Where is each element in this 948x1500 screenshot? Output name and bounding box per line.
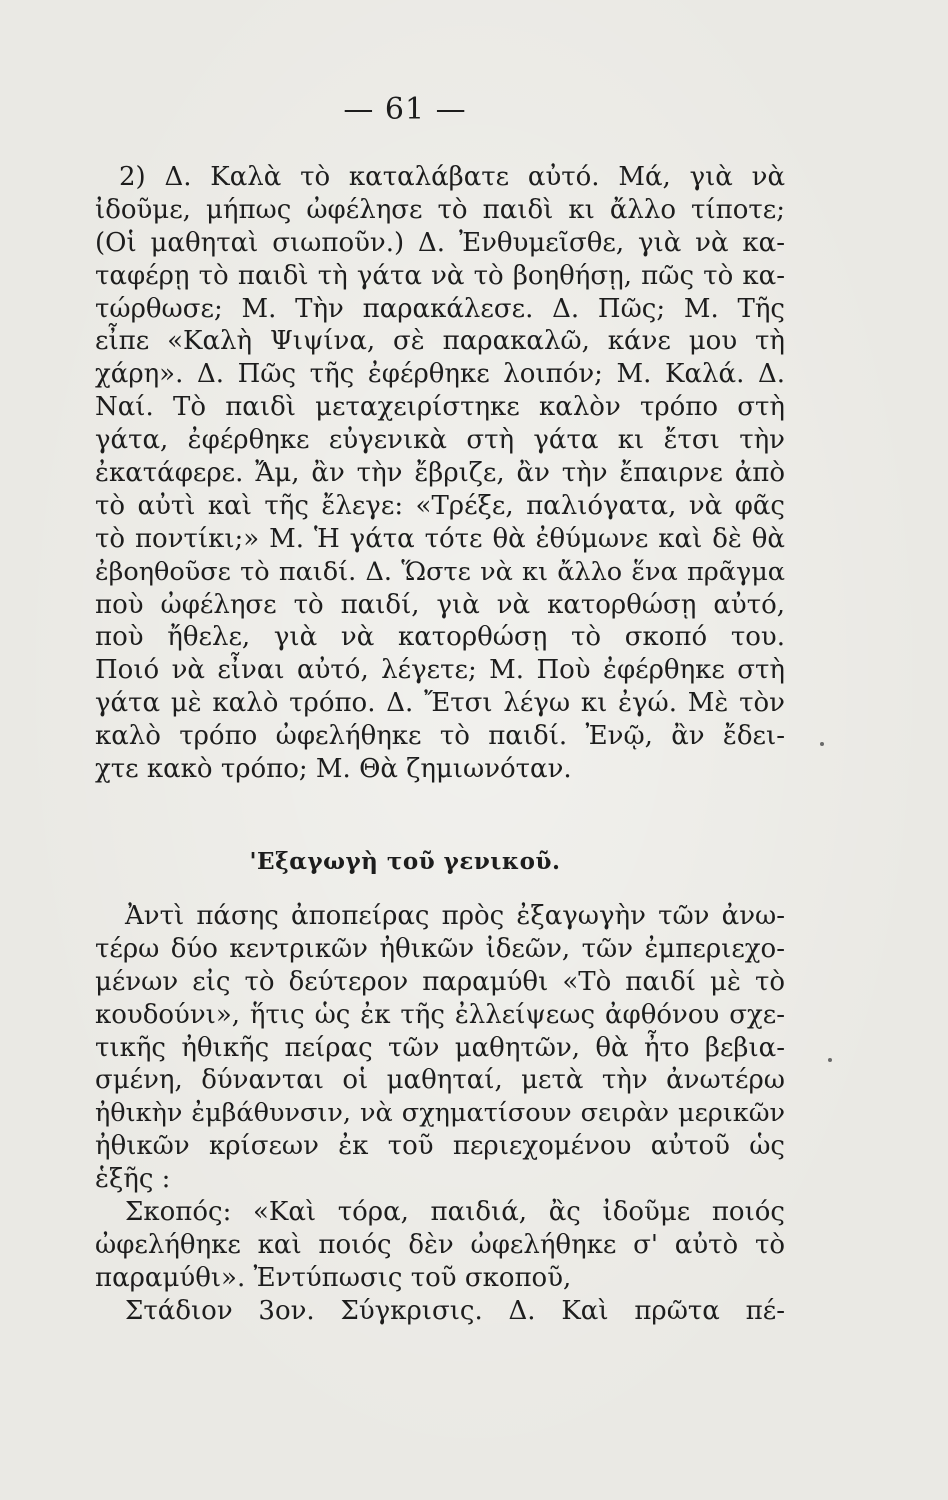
section-heading: 'Εξαγωγὴ τοῦ γενικοῦ.	[249, 848, 561, 875]
text-line: Ποιό νὰ εἶναι αὐτό, λέγετε; Μ. Ποὺ ἐφέρθηκε στὴ	[95, 655, 785, 686]
body-paragraph	[95, 900, 785, 1328]
text-line: (Οἱ μαθηταὶ σιωποῦν.) Δ. Ἐνθυμεῖσθε, γιὰ νὰ κα-	[95, 227, 785, 258]
text-line: καλὸ τρόπο ὠφελήθηκε τὸ παιδί. Ἐνῷ, ἂν ἔδει-	[95, 721, 785, 752]
text-line: ἐβοηθοῦσε τὸ παιδί. Δ. Ὥστε νὰ κι ἄλλο ἕνα πρᾶγμα	[95, 556, 785, 587]
text-line: ποὺ ἤθελε, γιὰ νὰ κατορθώσῃ τὸ σκοπό του.	[95, 622, 785, 653]
text-line: ποὺ ὠφέλησε τὸ παιδί, γιὰ νὰ κατορθώσῃ αὐτό,	[95, 589, 785, 620]
text-line: ἰδοῦμε, μήπως ὠφέλησε τὸ παιδὶ κι ἄλλο τίποτε;	[95, 194, 785, 225]
text-line: εἶπε «Καλὴ Ψιψίνα, σὲ παρακαλῶ, κάνε μου τὴ	[95, 326, 785, 357]
text-line: σμένη, δύνανται οἱ μαθηταί, μετὰ τὴν ἀνωτέρω	[95, 1065, 785, 1096]
text-line: τὸ ποντίκι;» Μ. Ἡ γάτα τότε θὰ ἐθύμωνε καὶ δὲ θὰ	[95, 523, 785, 554]
dialogue-paragraph	[95, 161, 785, 786]
text-line: κουδούνι», ἥτις ὡς ἐκ τῆς ἐλλείψεως ἀφθόνου σχε-	[95, 999, 785, 1030]
paper-speck	[828, 1058, 832, 1062]
text-line: ἐκατάφερε. Ἄμ, ἂν τὴν ἔβριζε, ἂν τὴν ἔπαιρνε ἀπὸ	[95, 458, 785, 489]
text-line: παραμύθι». Ἐντύπωσις τοῦ σκοποῦ,	[95, 1262, 572, 1293]
text-line: τέρω δύο κεντρικῶν ἠθικῶν ἰδεῶν, τῶν ἐμπεριεχο-	[95, 933, 785, 964]
text-line: Ἀντὶ πάσης ἀποπείρας πρὸς ἐξαγωγὴν τῶν ἀνω-	[125, 901, 785, 931]
text-line: Σκοπός: «Καὶ τόρα, παιδιά, ἂς ἰδοῦμε ποιός	[125, 1197, 785, 1228]
text-line: ἠθικῶν κρίσεων ἐκ τοῦ περιεχομένου αὐτοῦ ὡς	[95, 1131, 785, 1162]
text-line: Στάδιον 3ον. Σύγκρισις. Δ. Καὶ πρῶτα πέ-	[125, 1295, 785, 1326]
page-number: — 61 —	[343, 92, 467, 127]
text-line: 2) Δ. Καλὰ τὸ καταλάβατε αὐτό. Μά, γιὰ νὰ	[119, 162, 785, 192]
text-line: μένων εἰς τὸ δεύτερον παραμύθι «Τὸ παιδί μὲ τὸ	[95, 966, 785, 997]
text-line: ταφέρῃ τὸ παιδὶ τὴ γάτα νὰ τὸ βοηθήσῃ, πῶς τὸ κα-	[95, 260, 785, 291]
text-line: γάτα μὲ καλὸ τρόπο. Δ. Ἔτσι λέγω κι ἐγώ. Μὲ τὸν	[95, 688, 785, 719]
text-line: Ναί. Τὸ παιδὶ μεταχειρίστηκε καλὸν τρόπο στὴ	[95, 392, 785, 423]
text-line: χάρη». Δ. Πῶς τῆς ἐφέρθηκε λοιπόν; Μ. Καλά. Δ.	[95, 359, 785, 390]
text-line: τώρθωσε; Μ. Τὴν παρακάλεσε. Δ. Πῶς; Μ. Τῆς	[95, 293, 785, 324]
text-line: ἑξῆς :	[95, 1164, 171, 1195]
text-line: χτε κακὸ τρόπο; Μ. Θὰ ζημιωνόταν.	[95, 754, 572, 785]
text-line: ἠθικὴν ἐμβάθυνσιν, νὰ σχηματίσουν σειρὰν μερικῶν	[95, 1098, 785, 1129]
text-line: τικῆς ἠθικῆς πείρας τῶν μαθητῶν, θὰ ἦτο βεβια-	[95, 1032, 785, 1063]
text-line: τὸ αὐτὶ καὶ τῆς ἔλεγε: «Τρέξε, παλιόγατα, νὰ φᾶς	[95, 490, 785, 521]
text-line: ὠφελήθηκε καὶ ποιός δὲν ὠφελήθηκε σ' αὐτὸ τὸ	[95, 1229, 785, 1260]
paper-speck	[820, 742, 824, 746]
text-line: γάτα, ἐφέρθηκε εὐγενικὰ στὴ γάτα κι ἔτσι τὴν	[95, 425, 785, 456]
